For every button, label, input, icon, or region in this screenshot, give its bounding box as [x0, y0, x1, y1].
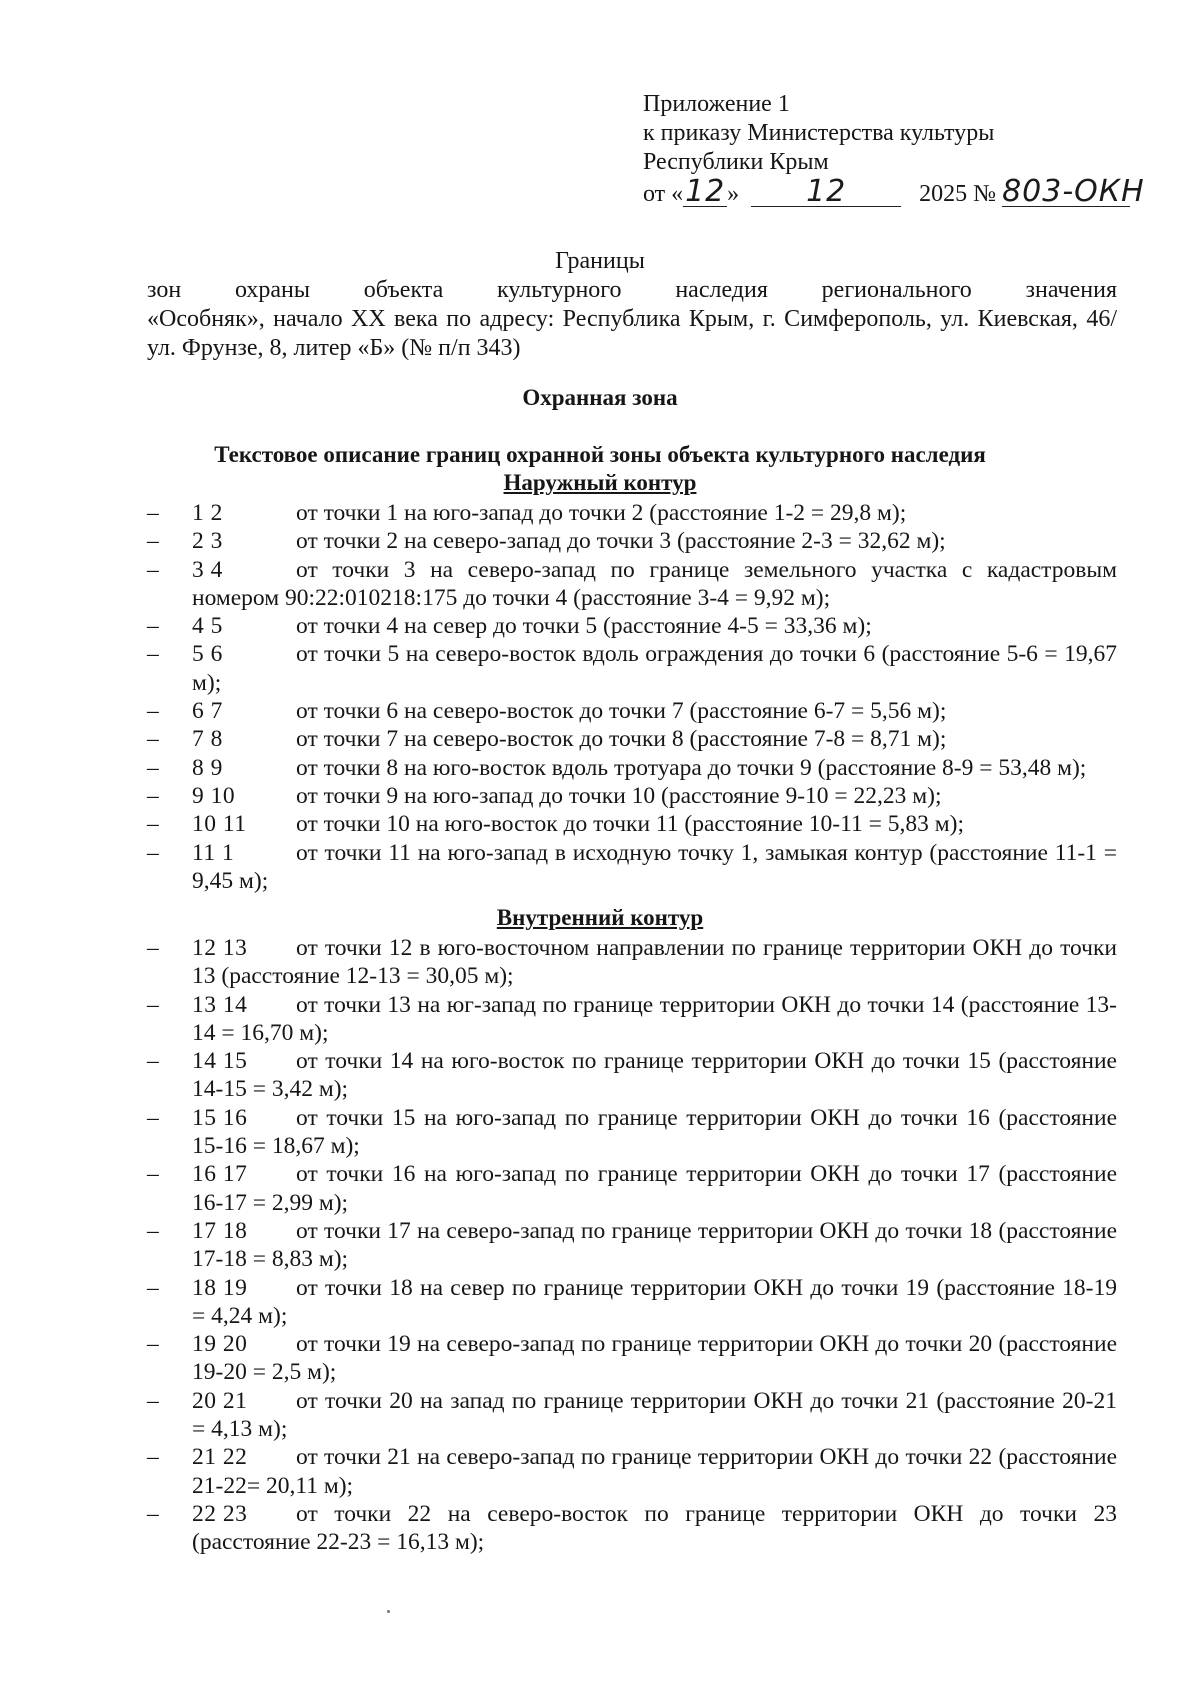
segment-points: 22 23 — [192, 1500, 248, 1527]
list-dash: – — [147, 556, 159, 583]
segment-description: от точки 13 на юг-запад по границе территории ОКН до точки 14 (расстояние 13-14 = 16,70 м); — [192, 991, 1117, 1046]
segment-description: от точки 11 на юго-запад в исходную точку 1, замыкая контур (расстояние 11-1 = 9,45 м); — [192, 839, 1117, 894]
list-dash: – — [147, 1274, 159, 1301]
boundary-segment-item — [147, 697, 1117, 725]
segment-points: 19 20 — [192, 1331, 248, 1358]
date-prefix: от « — [643, 181, 684, 207]
segment-points: 2 3 — [192, 528, 223, 555]
boundary-segment-item — [147, 810, 1117, 838]
list-dash: – — [147, 1217, 159, 1244]
segment-description: от точки 5 на северо-восток вдоль ограждения до точки 6 (расстояние 5-6 = 19,67 м); — [192, 641, 1117, 696]
segment-description: от точки 12 в юго-восточном направлении по границе территории ОКН до точки 13 (расстояние 12-13 = 30,05 м); — [192, 935, 1117, 990]
order-number: 803-ОКН — [1002, 174, 1145, 209]
segment-points: 9 10 — [192, 782, 236, 809]
segment-description: от точки 21 на северо-запад по границе территории ОКН до точки 22 (расстояние 21-22= 20,11 м); — [192, 1444, 1117, 1499]
segment-points: 10 11 — [192, 811, 247, 838]
appendix-line-1: Приложение 1 — [643, 91, 790, 117]
segment-description: от точки 15 на юго-запад по границе территории ОКН до точки 16 (расстояние 15-16 = 18,67 м); — [192, 1104, 1117, 1160]
segment-points: 21 22 — [192, 1444, 248, 1471]
boundary-segment-item — [147, 782, 1117, 810]
boundary-segment-item — [147, 1330, 1117, 1387]
boundary-segment-item — [147, 556, 1117, 613]
boundary-segment-item — [147, 1500, 1117, 1557]
segment-description: от точки 9 на юго-запад до точки 10 (расстояние 9-10 = 22,23 м); — [296, 782, 942, 809]
order-day: 12 — [685, 174, 726, 209]
order-year-number-label: 2025 № — [919, 181, 997, 207]
list-dash: – — [147, 528, 159, 555]
segment-description: от точки 19 на северо-запад по границе территории ОКН до точки 20 (расстояние 19-20 = 2,5 м); — [192, 1331, 1117, 1386]
segment-points: 15 16 — [192, 1104, 248, 1131]
segment-points: 12 13 — [192, 935, 248, 961]
outer-contour-heading: Наружный контур — [503, 470, 697, 495]
list-dash: – — [147, 782, 159, 809]
list-dash: – — [147, 754, 159, 781]
list-dash: – — [147, 1104, 159, 1131]
document-subtitle — [147, 276, 1117, 363]
boundary-segment-item — [147, 527, 1117, 555]
segment-points: 17 18 — [192, 1217, 248, 1244]
segment-points: 3 4 — [192, 556, 223, 583]
list-dash: – — [147, 1161, 159, 1188]
scan-speck — [387, 1610, 390, 1613]
segment-description: от точки 3 на северо-запад по границе земельного участка с кадастровым номером 90:22:010218:175 до точки 4 (расстояние 3-4 = 9,92 м); — [192, 556, 1117, 611]
segment-points: 4 5 — [192, 613, 223, 640]
segment-description: от точки 10 на юго-восток до точки 11 (расстояние 10-11 = 5,83 м); — [296, 811, 964, 838]
segment-description: от точки 8 на юго-восток вдоль тротуара до точки 9 (расстояние 8-9 = 53,48 м); — [296, 754, 1087, 781]
segment-description: от точки 22 на северо-восток по границе территории ОКН до точки 23 (расстояние 22-23 = 16,13 м); — [192, 1500, 1117, 1556]
list-dash: – — [147, 935, 159, 961]
boundary-segment-item — [147, 499, 1117, 527]
boundary-segment-item — [147, 1274, 1117, 1331]
inner-contour-heading: Внутренний контур — [496, 905, 704, 930]
segment-points: 18 19 — [192, 1274, 248, 1301]
boundary-segment-item — [147, 1047, 1117, 1104]
list-dash: – — [147, 1444, 159, 1471]
segment-points: 13 14 — [192, 991, 248, 1018]
segment-description: от точки 17 на северо-запад по границе территории ОКН до точки 18 (расстояние 17-18 = 8,83 м); — [192, 1217, 1117, 1273]
segment-description: от точки 1 на юго-запад до точки 2 (расстояние 1-2 = 29,8 м); — [296, 500, 907, 526]
boundary-segment-item — [147, 612, 1117, 640]
segment-points: 8 9 — [192, 754, 223, 781]
list-dash: – — [147, 1048, 159, 1075]
list-dash: – — [147, 726, 159, 753]
segment-description: от точки 18 на север по границе территории ОКН до точки 19 (расстояние 18-19 = 4,24 м); — [192, 1274, 1117, 1329]
list-dash: – — [147, 698, 159, 725]
segment-points: 1 2 — [192, 500, 223, 526]
segment-points: 11 1 — [192, 839, 235, 866]
segment-points: 6 7 — [192, 698, 223, 725]
subtitle-rest: «Особняк», начало XX века по адресу: Республика Крым, г. Симферополь, ул. Киевская, 46/ул. Фрунзе, 8, литер «Б» (№ п/п 343) — [147, 306, 1117, 361]
appendix-line-3: Республики Крым — [643, 149, 829, 175]
order-month: 12 — [751, 177, 901, 207]
description-heading: Текстовое описание границ охранной зоны объекта культурного наследия — [214, 442, 986, 467]
boundary-segment-item — [147, 1217, 1117, 1274]
inner-contour-list — [147, 934, 1117, 1557]
order-date-line — [643, 174, 1145, 209]
subtitle-first-line: зон охраны объекта культурного наследия регионального значения — [147, 277, 1117, 303]
boundary-segment-item — [147, 640, 1117, 697]
segment-description: от точки 2 на северо-запад до точки 3 (расстояние 2-3 = 32,62 м); — [296, 528, 946, 555]
list-dash: – — [147, 641, 159, 668]
segment-description: от точки 14 на юго-восток по границе территории ОКН до точки 15 (расстояние 14-15 = 3,42 м); — [192, 1048, 1117, 1103]
boundary-segment-item — [147, 991, 1117, 1048]
zone-heading: Охранная зона — [522, 385, 678, 410]
list-dash: – — [147, 1387, 159, 1414]
segment-description: от точки 20 на запад по границе территории ОКН до точки 21 (расстояние 20-21 = 4,13 м); — [192, 1387, 1117, 1443]
date-close-quote: » — [727, 181, 740, 207]
segment-description: от точки 4 на север до точки 5 (расстояние 4-5 = 33,36 м); — [296, 613, 872, 640]
list-dash: – — [147, 991, 159, 1018]
list-dash: – — [147, 613, 159, 640]
segment-description: от точки 6 на северо-восток до точки 7 (расстояние 6-7 = 5,56 м); — [296, 698, 947, 725]
segment-description: от точки 7 на северо-восток до точки 8 (расстояние 7-8 = 8,71 м); — [296, 726, 947, 753]
boundary-segment-item — [147, 934, 1117, 991]
boundary-segment-item — [147, 725, 1117, 753]
boundary-segment-item — [147, 1104, 1117, 1161]
list-dash: – — [147, 811, 159, 838]
appendix-header — [643, 90, 1145, 209]
segment-points: 20 21 — [192, 1387, 248, 1414]
segment-description: от точки 16 на юго-запад по границе территории ОКН до точки 17 (расстояние 16-17 = 2,99 м); — [192, 1161, 1117, 1216]
list-dash: – — [147, 500, 159, 526]
document-title: Границы — [555, 248, 645, 274]
outer-contour-list — [147, 499, 1117, 895]
segment-points: 5 6 — [192, 641, 223, 668]
list-dash: – — [147, 1331, 159, 1358]
appendix-line-2: к приказу Министерства культуры — [643, 120, 995, 146]
list-dash: – — [147, 1500, 159, 1527]
boundary-segment-item — [147, 1443, 1117, 1500]
segment-points: 16 17 — [192, 1161, 248, 1188]
boundary-segment-item — [147, 754, 1117, 782]
boundary-segment-item — [147, 839, 1117, 896]
segment-points: 14 15 — [192, 1048, 248, 1075]
list-dash: – — [147, 839, 159, 866]
boundary-segment-item — [147, 1387, 1117, 1444]
boundary-segment-item — [147, 1160, 1117, 1217]
segment-points: 7 8 — [192, 726, 223, 753]
